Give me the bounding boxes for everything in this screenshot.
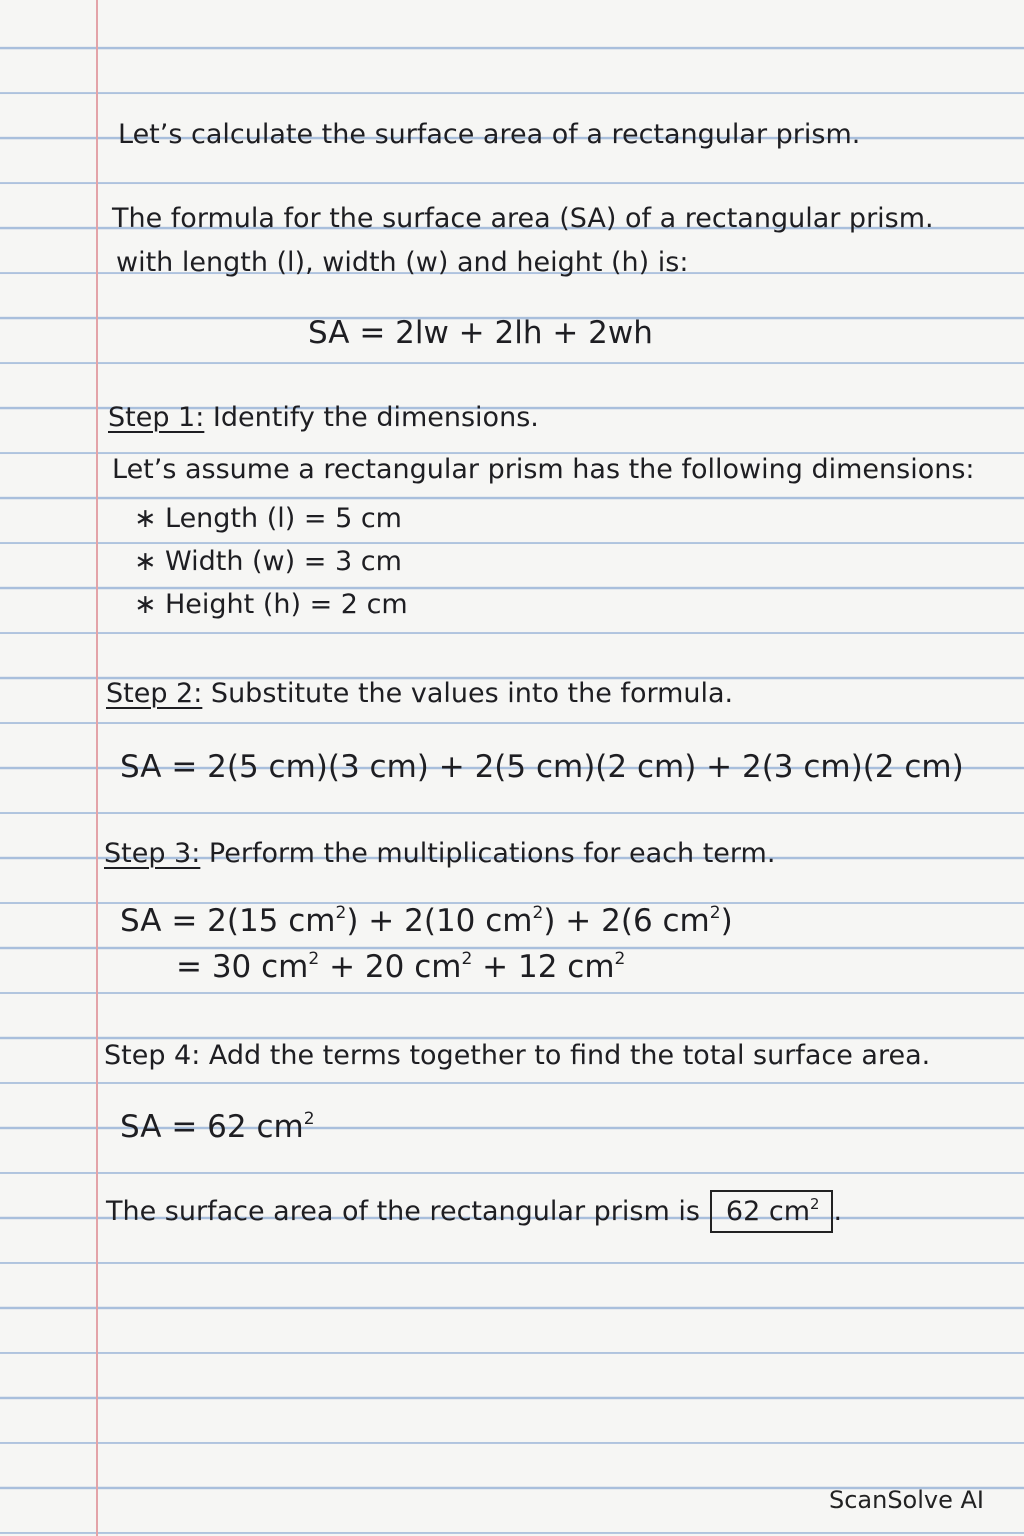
- exponent: 2: [614, 949, 626, 970]
- conclusion-period: .: [833, 1196, 843, 1227]
- bullet-asterisk: ∗: [134, 503, 157, 534]
- bullet-height: Height (h) = 2 cm: [165, 589, 408, 620]
- step4-heading: [104, 1042, 930, 1069]
- answer-value: 62 cm: [725, 1196, 811, 1227]
- eq-term: ) + 2(10 cm: [346, 903, 533, 939]
- intro-text: Let’s calculate the surface area of a rectangular prism.: [118, 119, 861, 150]
- eq-term: + 12 cm: [472, 949, 615, 985]
- bullet-asterisk: ∗: [134, 589, 157, 620]
- exponent: 2: [532, 903, 544, 924]
- exponent: 2: [461, 949, 473, 970]
- exponent: 2: [810, 1194, 820, 1213]
- exponent: 2: [335, 903, 347, 924]
- answer-box: [710, 1190, 834, 1233]
- eq-term: + 20 cm: [319, 949, 462, 985]
- bullet-width: Width (w) = 3 cm: [165, 546, 402, 577]
- step3-title: Perform the multiplications for each term.: [200, 838, 776, 869]
- exponent: 2: [303, 1109, 315, 1130]
- step2-label: Step 2:: [106, 678, 203, 709]
- step4-title: Add the terms together to find the total surface area.: [200, 1040, 931, 1071]
- eq-term: = 30 cm: [176, 949, 309, 985]
- step4-label: Step 4:: [104, 1040, 201, 1071]
- eq-term: ): [720, 903, 733, 939]
- conclusion-line: [106, 1190, 842, 1233]
- formula-intro-line1: The formula for the surface area (SA) of a rectangular prism.: [112, 203, 934, 234]
- conclusion-text: The surface area of the rectangular prism is: [106, 1196, 700, 1227]
- exponent: 2: [709, 903, 721, 924]
- surface-area-formula: SA = 2lw + 2lh + 2wh: [308, 315, 653, 351]
- exponent: 2: [308, 949, 320, 970]
- step4-result: [120, 1109, 315, 1145]
- step1-label: Step 1:: [108, 402, 205, 433]
- step3-equation-line2: [176, 949, 626, 985]
- step2-equation: SA = 2(5 cm)(3 cm) + 2(5 cm)(2 cm) + 2(3 cm)(2 cm): [120, 749, 964, 785]
- eq-term: ) + 2(6 cm: [543, 903, 710, 939]
- step1-heading: [108, 404, 539, 431]
- eq-term: SA = 2(15 cm: [120, 903, 336, 939]
- margin-line: [96, 0, 98, 1536]
- step1-title: Identify the dimensions.: [204, 402, 539, 433]
- bullet-length: Length (l) = 5 cm: [165, 503, 402, 534]
- step2-title: Substitute the values into the formula.: [202, 678, 734, 709]
- step3-label: Step 3:: [104, 838, 201, 869]
- formula-intro-line2: with length (l), width (w) and height (h) is:: [116, 247, 689, 278]
- result-term: SA = 62 cm: [120, 1109, 304, 1145]
- step3-heading: [104, 840, 775, 867]
- bullet-asterisk: ∗: [134, 546, 157, 577]
- watermark-label: ScanSolve AI: [828, 1486, 984, 1514]
- step1-assume-text: Let’s assume a rectangular prism has the following dimensions:: [112, 454, 975, 485]
- step2-heading: [106, 680, 733, 707]
- step3-equation-line1: [120, 903, 733, 939]
